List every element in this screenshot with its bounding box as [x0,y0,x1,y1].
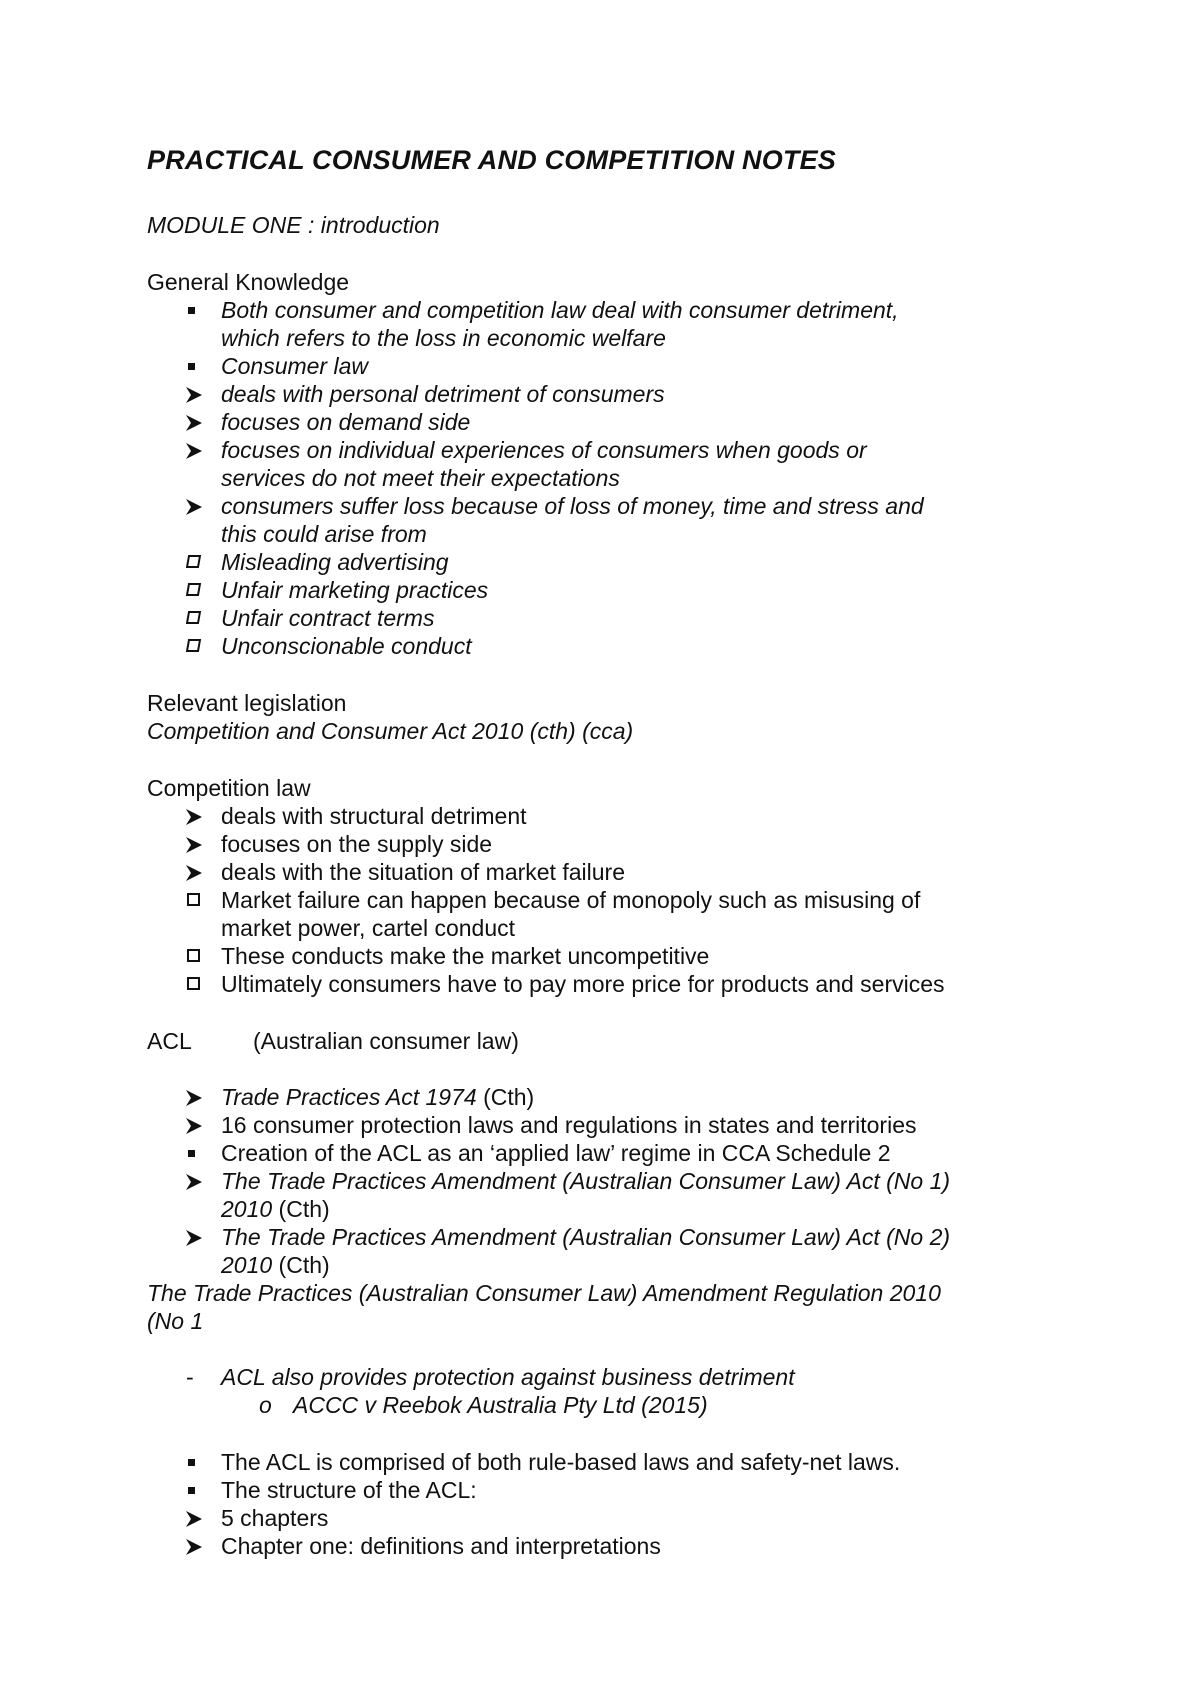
list-item: deals with the situation of market failure [221,859,625,885]
list-item: focuses on individual experiences of consumers when goods or [221,437,867,463]
list-item-continued [221,1195,330,1223]
list-item: focuses on the supply side [221,831,493,857]
hollow-square-bullet-icon [186,611,201,624]
section-heading-acl: ACL [147,1028,192,1054]
square-bullet-icon [188,1150,195,1157]
arrowhead-bullet-icon [184,413,204,433]
list-item: Ultimately consumers have to pay more price for products and services [221,971,945,997]
regulation-line-continued: (No 1 [147,1308,204,1334]
hollow-square-bullet-icon [186,583,201,596]
section-heading-legislation: Relevant legislation [147,690,347,716]
list-item-continued: this could arise from [221,521,427,547]
list-item: Unfair marketing practices [221,577,489,603]
module-heading: MODULE ONE : introduction [147,212,440,238]
list-item: Consumer law [221,353,368,379]
act-name: Trade Practices Act 1974 [221,1084,477,1110]
arrowhead-bullet-icon [184,1228,204,1248]
case-citation: ACCC v Reebok Australia Pty Ltd (2015) [293,1392,708,1418]
jurisdiction: (Cth) [272,1252,330,1278]
list-item: Market failure can happen because of monopoly such as misusing of [221,887,921,913]
circle-bullet: o [259,1392,272,1418]
list-item: The structure of the ACL: [221,1477,477,1503]
legislation-act: Competition and Consumer Act 2010 (cth) (cca) [147,718,634,744]
list-item-continued: which refers to the loss in economic welfare [221,325,666,351]
list-item: The ACL is comprised of both rule-based laws and safety-net laws. [221,1449,901,1475]
arrowhead-bullet-icon [184,441,204,461]
jurisdiction: (Cth) [476,1084,535,1110]
list-item: Unfair contract terms [221,605,435,631]
list-item: Misleading advertising [221,549,449,575]
page-title: PRACTICAL CONSUMER AND COMPETITION NOTES [147,145,837,175]
square-bullet-icon [188,363,195,370]
arrowhead-bullet-icon [184,1509,204,1529]
list-item: The Trade Practices Amendment (Australian Consumer Law) Act (No 1) [221,1168,951,1194]
list-item: Unconscionable conduct [221,633,472,659]
section-heading-competition: Competition law [147,775,311,801]
act-year: 2010 [221,1196,273,1222]
hollow-square-bullet-icon [186,639,201,652]
arrowhead-bullet-icon [184,1116,204,1136]
arrowhead-bullet-icon [184,1088,204,1108]
hollow-square-bullet-icon [187,949,200,962]
list-item-continued: market power, cartel conduct [221,915,516,941]
list-item: The Trade Practices Amendment (Australian Consumer Law) Act (No 2) [221,1224,951,1250]
list-item: These conducts make the market uncompetitive [221,943,710,969]
list-item [221,1083,534,1111]
list-item: Creation of the ACL as an ‘applied law’ regime in CCA Schedule 2 [221,1140,891,1166]
list-item: deals with structural detriment [221,803,527,829]
hollow-square-bullet-icon [187,893,200,906]
arrowhead-bullet-icon [184,497,204,517]
list-item: consumers suffer loss because of loss of money, time and stress and [221,493,924,519]
list-item-continued: services do not meet their expectations [221,465,620,491]
arrowhead-bullet-icon [184,863,204,883]
arrowhead-bullet-icon [184,385,204,405]
square-bullet-icon [188,1487,195,1494]
list-item: focuses on demand side [221,409,471,435]
list-item-continued [221,1251,330,1279]
section-heading-general: General Knowledge [147,269,350,295]
arrowhead-bullet-icon [184,1172,204,1192]
arrowhead-bullet-icon [184,1537,204,1557]
dash-bullet: - [186,1364,194,1390]
arrowhead-bullet-icon [184,835,204,855]
square-bullet-icon [188,1459,195,1466]
act-year: 2010 [221,1252,273,1278]
list-item: 16 consumer protection laws and regulations in states and territories [221,1112,917,1138]
hollow-square-bullet-icon [187,977,200,990]
list-item: deals with personal detriment of consumers [221,381,665,407]
list-item: 5 chapters [221,1505,329,1531]
list-item: Chapter one: definitions and interpretations [221,1533,661,1559]
regulation-line: The Trade Practices (Australian Consumer Law) Amendment Regulation 2010 [147,1280,941,1306]
hollow-square-bullet-icon [186,555,201,568]
arrowhead-bullet-icon [184,807,204,827]
list-item: ACL also provides protection against business detriment [221,1364,795,1390]
jurisdiction: (Cth) [272,1196,330,1222]
acl-full-name: (Australian consumer law) [253,1028,519,1054]
square-bullet-icon [188,307,195,314]
list-item: Both consumer and competition law deal with consumer detriment, [221,297,899,323]
